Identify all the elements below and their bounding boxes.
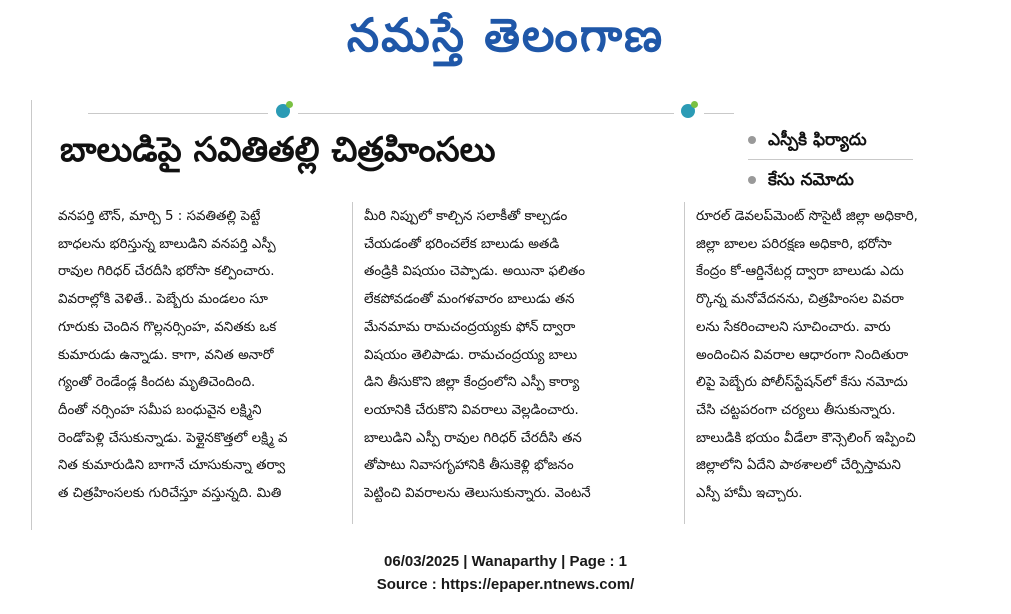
masthead [0, 8, 1011, 78]
leaf-dot-icon [681, 104, 695, 118]
text-line: తోపాటు నివాసగృహానికి తీసుకెళ్లి భోజనం [364, 458, 574, 474]
text-line: విషయం తెలిపాడు. రామచంద్రయ్య బాలు [364, 347, 578, 363]
side-divider [748, 159, 913, 160]
side-point: ఎస్పీకి ఫిర్యాదు [748, 130, 968, 154]
text-line: కేంద్రం కో-ఆర్డినేటర్ల ద్వారా బాలుడు ఎదు [696, 264, 904, 280]
text-line: రెండోపెళ్లి చేసుకున్నాడు. పెళ్లైనకొత్తలో లక్ష్మి వ [58, 430, 288, 446]
rule-right [704, 113, 734, 114]
text-line: త చిత్రహింసలకు గురిచేస్తూ వస్తున్నది. మితి [58, 486, 282, 502]
text-line: లేకపోవడంతో మంగళవారం బాలుడు తన [364, 292, 575, 308]
text-line: దీంతో నర్సింహ సమీప బంధువైన లక్ష్మిని [58, 402, 262, 418]
article-column-1 [58, 203, 343, 523]
text-line: మీరి నిప్పులో కాల్చిన సలాకీతో కాల్చడం [364, 209, 568, 224]
text-line: నిత కుమారుడిని బాగానే చూసుకున్నా తర్వా [58, 458, 286, 474]
headline: బాలుడిపై సవితితల్లి చిత్రహింసలు [60, 130, 496, 170]
text-line: తండ్రికి విషయం చెప్పాడు. అయినా ఫలితం [364, 264, 586, 280]
clipping-border [31, 100, 32, 530]
rule-middle [298, 113, 674, 114]
text-line: బాధలను భరిస్తున్న బాలుడిని వనపర్తి ఎస్పీ [58, 236, 276, 252]
side-point: కేసు నమోదు [748, 170, 968, 194]
text-line: కుమారుడు ఉన్నాడు. కాగా, వనిత అనారో [58, 347, 274, 363]
text-line: రూరల్ డెవలప్‌మెంట్ సొసైటీ జిల్లా అధికారి, [696, 209, 918, 224]
bullet-icon [748, 136, 756, 144]
text-line: బాలుడికి భయం వీడేలా కౌన్సెలింగ్ ఇప్పించి [696, 430, 916, 446]
text-line: ర్కొన్న మనోవేదనను, చిత్రహింసల వివరా [696, 292, 904, 308]
article-column-2 [364, 203, 676, 523]
text-line: అందించిన వివరాల ఆధారంగా నిందితురా [696, 347, 909, 363]
column-divider [352, 202, 353, 524]
column-divider [684, 202, 685, 524]
text-line: లయానికి చేరుకొని వివరాలు వెల్లడించారు. [364, 402, 579, 418]
text-line: పెట్టించి వివరాలను తెలుసుకున్నారు. వెంటనే [364, 486, 591, 502]
footer-source: Source : https://epaper.ntnews.com/ [376, 576, 635, 593]
text-line: చేసి చట్టపరంగా చర్యలు తీసుకున్నారు. [696, 402, 896, 418]
footer-date-edition: 06/03/2025 | Wanaparthy | Page : 1 [384, 553, 627, 570]
text-line: రావుల గిరిధర్ చేరదీసి భరోసా కల్పించారు. [58, 264, 275, 280]
text-line: చేయడంతో భరించలేక బాలుడు అతడి [364, 236, 560, 252]
rule-left [88, 113, 268, 114]
masthead-title: నమస్తే తెలంగాణ [346, 8, 665, 62]
text-line: లిపై పెబ్బేరు పోలీస్‌స్టేషన్‌లో కేసు నమోదు [696, 375, 908, 391]
text-line: లను సేకరించాలని సూచించారు. వారు [696, 319, 891, 335]
text-line: బాలుడిని ఎస్పీ రావుల గిరిధర్ చేరదీసి తన [364, 430, 582, 446]
text-line: గ్యంతో రెండేండ్ల కిందట మృతిచెందింది. [58, 375, 256, 391]
text-line: జిల్లా బాలల పరిరక్షణ అధికారి, భరోసా [696, 236, 892, 252]
text-line: వనపర్తి టౌన్, మార్చి 5 : సవతితల్లి పెట్టే [58, 209, 261, 224]
text-line: గూరుకు చెందిన గొల్లనర్సింహ, వనితకు ఒక [58, 319, 277, 335]
text-line: జిల్లాలోని ఏదేని పాఠశాలలో చేర్పిస్తామని [696, 458, 901, 474]
bullet-icon [748, 176, 756, 184]
text-line: ఎస్పీ హామీ ఇచ్చారు. [696, 486, 803, 502]
leaf-dot-icon [276, 104, 290, 118]
text-line: మేనమామ రామచంద్రయ్యకు ఫోన్ ద్వారా [364, 319, 576, 335]
text-line: డిని తీసుకొని జిల్లా కేంద్రంలోని ఎస్పీ కార్యా [364, 375, 580, 391]
text-line: వివరాల్లోకి వెళితే.. పెబ్బేరు మండలం సూ [58, 292, 268, 308]
article-column-3 [696, 203, 996, 523]
